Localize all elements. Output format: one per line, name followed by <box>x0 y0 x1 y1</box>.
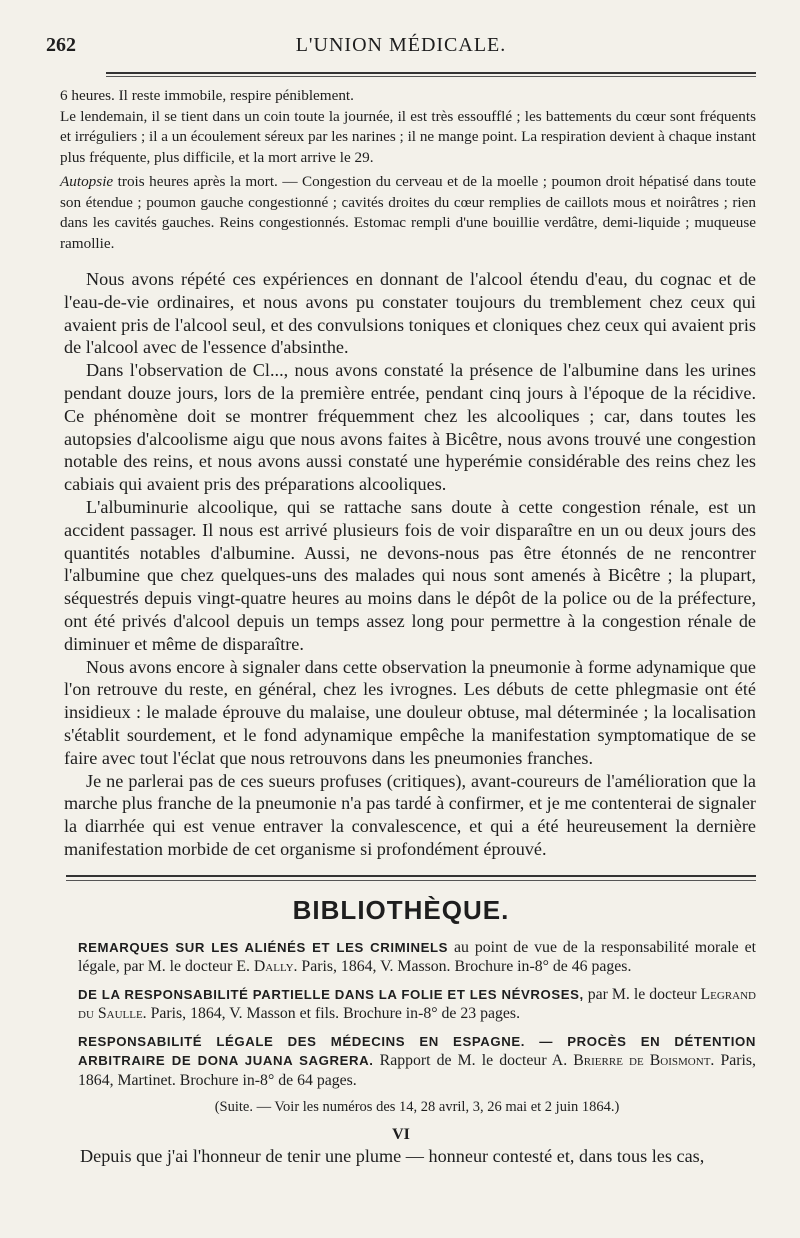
autopsy-label: Autopsie <box>60 173 114 190</box>
bibliography-text: . Paris, 1864, V. Masson et fils. Brochure in-8° de 23 pages. <box>142 1005 521 1023</box>
header-rule-thin <box>106 76 756 77</box>
running-title: L'UNION MÉDICALE. <box>295 34 507 56</box>
bibliography-text: Rapport de M. le docteur A. <box>373 1052 574 1070</box>
body-paragraph: Nous avons encore à signaler dans cette observation la pneumonie à forme adynamique que l'on retrouve du reste, en général, chez les ivrognes. Les débuts de cette phlegmasie ont été insidieux : le malade éprouve du malaise, une douleur obtuse, mal déterminée ; la localisation s'établit sourdement, et le fond adynamique empêche la manifestation symptomatique de se faire avec tout l'éclat que nous retrouvons dans les pneumonies franches. <box>64 656 756 768</box>
body-paragraph: Je ne parlerai pas de ces sueurs profuses (critiques), avant-coureurs de l'amélioration que la marche plus franche de la pneumonie n'a pas tardé à confirmer, et je me contenterai de signaler la diarrhée qui est venue entraver la convalescence, et qui a été heureusement la dernière manifestation morbide de cet organisme si profondément éprouvé. <box>64 770 756 859</box>
bibliography-author: Legrand du Saulle <box>78 985 756 1023</box>
body-text <box>46 268 756 861</box>
continuation-text: Depuis que j'ai l'honneur de tenir une plume — honneur contesté et, dans tous les cas, <box>80 1145 705 1166</box>
bibliography-entry <box>78 985 756 1024</box>
body-paragraph: L'albuminurie alcoolique, qui se rattache sans doute à cette congestion rénale, est un accident passager. Il nous est arrivé plusieurs fois de voir disparaître en un ou deux jours des quantités notables d'albumine. Aussi, ne devons-nous pas être étonnés de ne rencontrer l'albumine que chez quelques-uns des malades qui nous sont amenés à Bicêtre ; la plupart, séquestrés depuis vingt-quatre heures au moins dans le dépôt de la police ou de la préfecture, ont été privés d'alcool depuis un temps assez long pour permettre à la congestion rénale de diminuer et même de disparaître. <box>64 496 756 654</box>
bibliography-title: RESPONSABILITÉ LÉGALE DES MÉDECINS EN ESPAGNE. — PROCÈS EN DÉTENTION ARBITRAIRE DE DONA JUANA SAGRERA. <box>78 1033 756 1069</box>
page-header <box>46 0 756 70</box>
page-number: 262 <box>46 34 76 56</box>
bibliography-text: . Paris, 1864, V. Masson. Brochure in-8° de 46 pages. <box>293 958 632 976</box>
bibliography-author: Dally <box>253 958 294 976</box>
bibliography-title: REMARQUES SUR LES ALIÉNÉS ET LES CRIMINELS <box>78 939 449 955</box>
bibliography-text: . Paris, 1864, Martinet. Brochure in-8° de 64 pages. <box>78 1052 757 1089</box>
section-rule <box>66 875 756 877</box>
autopsy-paragraph <box>60 172 756 254</box>
bibliography-title: DE LA RESPONSABILITÉ PARTIELLE DANS LA FOLIE ET LES NÉVROSES, <box>78 986 584 1002</box>
chapter-number: VI <box>392 1125 410 1143</box>
bibliography-entry <box>78 1032 756 1091</box>
section-rule-thin <box>66 880 756 881</box>
bibliography-text: au point de vue de la responsabilité morale et légale, par M. le docteur E. <box>78 938 757 976</box>
observation-section <box>46 86 756 254</box>
bibliography-author: Brierre de Boismont <box>573 1052 711 1070</box>
body-paragraph: Dans l'observation de Cl..., nous avons constaté la présence de l'albumine dans les urines pendant douze jours, lors de la première entrée, pendant cinq jours à l'époque de la récidive. Ce phénomène doit se montrer fréquemment chez les alcooliques ; car, dans toutes les autopsies d'alcoolisme aigu que nous avons faites à Bicêtre, nous avons trouvé une congestion notable des reins, et nous avons aussi constaté une hyperémie considérable des reins chez les cabiais qui avaient pris des préparations alcooliques. <box>64 360 756 495</box>
autopsy-text: trois heures après la mort. — Congestion du cerveau et de la moelle ; poumon droit hépatisé dans toute son étendue ; poumon gauche congestionné ; cavités droites du cœur remplies de caillots mous et noirâtres ; rien dans les cavités gauches. Reins congestionnés. Estomac rempli d'une bouillie verdâtre, demi-liquide ; muqueuse ramollie. <box>60 173 756 252</box>
observation-paragraph: 6 heures. Il reste immobile, respire péniblement. <box>60 87 354 104</box>
bibliography-text: par M. le docteur <box>583 985 701 1003</box>
continuation-note: (Suite. — Voir les numéros des 14, 28 avril, 3, 26 mai et 2 juin 1864.) <box>214 1099 620 1116</box>
header-rule <box>106 72 756 74</box>
body-paragraph: Nous avons répété ces expériences en donnant de l'alcool étendu d'eau, du cognac et de l'eau-de-vie ordinaires, et nous avons pu constater toujours du tremblement chez ceux qui avaient pris de l'alcool seul, et des convulsions toniques et cloniques chez ceux qui avaient pris de l'alcool avec de l'essence d'absinthe. <box>64 269 756 358</box>
observation-paragraph: Le lendemain, il se tient dans un coin toute la journée, il est très essoufflé ; les battements du cœur sont fréquents et irréguliers ; il a un écoulement séreux par les narines ; il ne mange point. La respiration devient à chaque instant plus fréquente, plus difficile, et la mort arrive le 29. <box>60 107 756 166</box>
section-title: BIBLIOTHÈQUE. <box>292 894 510 925</box>
bibliography-list <box>46 938 756 1118</box>
bibliography-entry <box>78 938 756 977</box>
